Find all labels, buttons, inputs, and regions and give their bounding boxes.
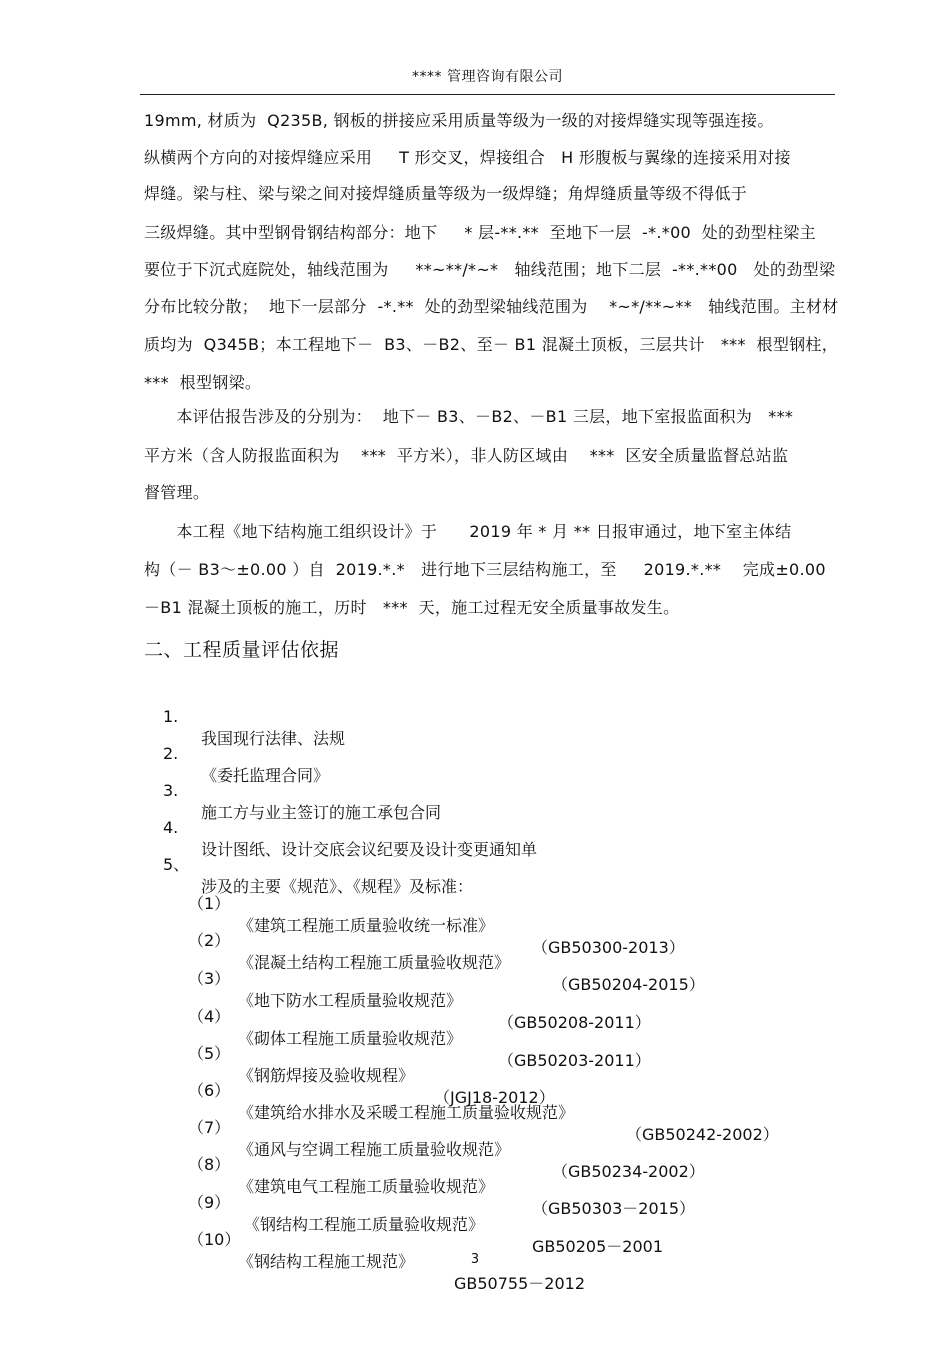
list-number: 4. [163,818,179,837]
standard-code: （GB50208-2011） [498,1013,651,1032]
text-line: *** 根型钢梁。 [144,373,262,392]
text-line: －B1 混凝土顶板的施工，历时 *** 天，施工过程无安全质量事故发生。 [144,598,680,617]
list-number: 1. [163,707,179,726]
section-heading: 二、工程质量评估依据 [144,639,340,661]
list-number: 5、 [163,855,190,874]
text-line: 构（－ B3～±0.00 ）自 2019.*.* 进行地下三层结构施工，至 2019.*.** 完成±0.00 [144,560,826,579]
list-text: 施工方与业主签订的施工承包合同 [201,803,442,822]
text-line: 纵横两个方向的对接焊缝应采用 T 形交叉，焊接组合 H 形腹板与翼缘的连接采用对接 [144,148,791,167]
standard-code: （GB50303－2015） [532,1199,695,1218]
standard-number: （10） [188,1230,241,1249]
standard-name: 《钢筋焊接及验收规程》 [238,1066,415,1085]
standard-number: （7） [188,1118,231,1137]
standard-number: （9） [188,1193,231,1212]
standard-name: 《混凝土结构工程施工质量验收规范》 [238,953,511,972]
text-line: 督管理。 [144,483,210,502]
text-line: 平方米（含人防报监面积为 *** 平方米），非人防区域由 *** 区安全质量监督总站监 [144,446,789,465]
page-number: 3 [470,1252,480,1267]
text-line: 质均为 Q345B；本工程地下－ B3、－B2、至－ B1 混凝土顶板，三层共计 *** 根型钢柱， [144,335,839,354]
standard-number: （3） [188,969,231,988]
text-line: 三级焊缝。其中型钢骨钢结构部分：地下 * 层-**.** 至地下一层 -*.*00 处的劲型柱梁主 [144,223,816,242]
list-text: 我国现行法律、法规 [201,729,346,748]
standard-number: （8） [188,1155,231,1174]
standard-name: 《钢结构工程施工规范》 [238,1252,415,1271]
standard-code: （GB50300-2013） [532,938,685,957]
standard-name: 《通风与空调工程施工质量验收规范》 [238,1140,511,1159]
standard-name: 《砌体工程施工质量验收规范》 [238,1029,463,1048]
standard-code: （JGJ18-2012） [434,1088,555,1107]
standard-code: （GB50234-2002） [552,1162,705,1181]
standard-code: （GB50203-2011） [498,1051,651,1070]
text-line: 本工程《地下结构施工组织设计》于 2019 年 * 月 ** 日报审通过，地下室主体结 [144,522,792,541]
standard-code: GB50205－2001 [532,1237,663,1256]
text-line: 分布比较分散； 地下一层部分 -*.** 处的劲型梁轴线范围为 *~*/**~** 轴线范围。主材材 [144,297,839,316]
standard-number: （1） [188,894,231,913]
list-text: 设计图纸、设计交底会议纪要及设计变更通知单 [201,840,538,859]
list-text: 《委托监理合同》 [201,766,330,785]
standard-code: （GB50204-2015） [552,975,705,994]
standard-code: GB50755－2012 [454,1274,585,1293]
list-text: 涉及的主要《规范》、《规程》及标准： [201,877,474,896]
standard-number: （6） [188,1081,231,1100]
page-header: **** 管理咨询有限公司 [412,69,563,85]
standard-number: （2） [188,931,231,950]
header-divider [140,94,835,95]
standard-number: （5） [188,1044,231,1063]
list-number: 2. [163,744,179,763]
standard-name: 《建筑电气工程施工质量验收规范》 [238,1177,495,1196]
text-line: 19mm, 材质为 Q235B, 钢板的拼接应采用质量等级为一级的对接焊缝实现等强连接。 [144,111,774,130]
text-line: 焊缝。梁与柱、梁与梁之间对接焊缝质量等级为一级焊缝；角焊缝质量等级不得低于 [144,184,748,203]
text-line: 本评估报告涉及的分别为： 地下－ B3、－B2、－B1 三层，地下室报监面积为 *** [144,407,794,426]
text-line: 要位于下沉式庭院处，轴线范围为 **~**/*~* 轴线范围；地下二层 -**.**00 处的劲型梁 [144,260,836,279]
standard-number: （4） [188,1007,231,1026]
list-number: 3. [163,781,179,800]
standard-name: 《建筑工程施工质量验收统一标准》 [238,916,495,935]
standard-code: （GB50242-2002） [626,1125,779,1144]
standard-name: 《建筑给水排水及采暖工程施工质量验收规范》 [238,1103,575,1122]
standard-name: 《地下防水工程质量验收规范》 [238,991,463,1010]
standard-name: 《钢结构工程施工质量验收规范》 [244,1215,485,1234]
